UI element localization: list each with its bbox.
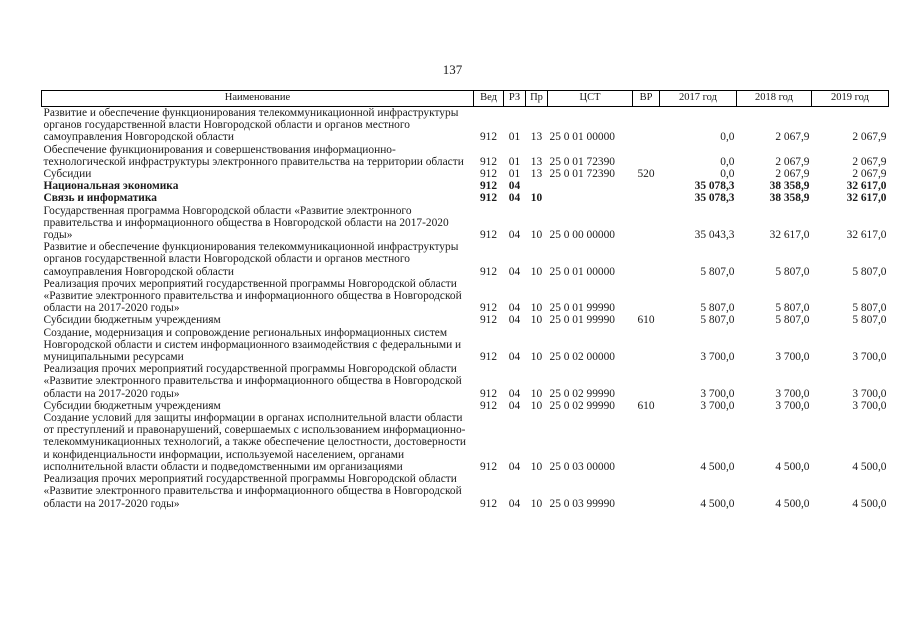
row-2018: 32 617,0 — [769, 229, 810, 242]
row-2019: 5 807,0 — [852, 265, 887, 278]
row-rz: 01 — [508, 168, 521, 181]
row-2017: 0,0 — [720, 131, 735, 144]
row-rz: 01 — [508, 155, 521, 168]
table-row — [42, 205, 889, 242]
row-pr: 13 — [530, 168, 543, 181]
row-ved: 912 — [479, 192, 498, 205]
row-2017: 5 807,0 — [700, 302, 735, 315]
header-name: Наименование — [42, 91, 474, 107]
row-2017: 4 500,0 — [700, 497, 735, 510]
row-2019: 32 617,0 — [846, 229, 887, 242]
table-row — [42, 168, 889, 180]
row-cst: 25 0 01 00000 — [549, 265, 615, 278]
row-vr: 520 — [637, 168, 655, 181]
row-ved: 912 — [479, 314, 498, 327]
row-2019: 5 807,0 — [852, 314, 887, 327]
row-2019: 32 617,0 — [846, 192, 887, 205]
row-pr: 10 — [530, 460, 543, 473]
row-2019: 32 617,0 — [846, 180, 887, 193]
row-2017: 35 078,3 — [694, 180, 735, 193]
header-rz: РЗ — [504, 91, 526, 107]
row-name: Реализация прочих мероприятий государственной программы Новгородской области «Развитие электронного правительства и информационного общества в Новгородской области на 2017-2020 годы» — [43, 363, 462, 400]
row-ved: 912 — [479, 155, 498, 168]
row-name: Реализация прочих мероприятий государственной программы Новгородской области «Развитие электронного правительства и информационного общества в Новгородской области на 2017-2020 годы» — [43, 473, 462, 510]
row-pr: 10 — [530, 351, 543, 364]
row-name: Субсидии — [43, 168, 92, 181]
row-vr — [633, 205, 660, 242]
row-rz: 04 — [508, 192, 521, 205]
header-vr: ВР — [633, 91, 660, 107]
row-pr — [526, 180, 548, 192]
row-rz: 04 — [508, 302, 521, 315]
row-2017: 0,0 — [720, 155, 735, 168]
row-cst: 25 0 01 00000 — [549, 131, 615, 144]
row-cst: 25 0 00 00000 — [549, 229, 615, 242]
row-ved: 912 — [479, 399, 498, 412]
row-ved: 912 — [479, 168, 498, 181]
row-2019: 3 700,0 — [852, 399, 887, 412]
row-vr — [633, 473, 660, 510]
row-name: Связь и информатика — [43, 192, 157, 205]
row-2017: 35 043,3 — [694, 229, 735, 242]
header-cst: ЦСТ — [548, 91, 633, 107]
row-2017: 5 807,0 — [700, 314, 735, 327]
row-2019: 2 067,9 — [852, 155, 887, 168]
row-2018: 5 807,0 — [775, 314, 810, 327]
row-2018: 2 067,9 — [775, 155, 810, 168]
row-pr: 13 — [530, 155, 543, 168]
row-2018: 3 700,0 — [775, 387, 810, 400]
row-vr — [633, 192, 660, 204]
row-pr: 13 — [530, 131, 543, 144]
row-2017: 3 700,0 — [700, 399, 735, 412]
row-pr: 10 — [530, 387, 543, 400]
row-2017: 35 078,3 — [694, 192, 735, 205]
row-2018: 5 807,0 — [775, 265, 810, 278]
row-cst: 25 0 02 99990 — [549, 387, 615, 400]
row-ved: 912 — [479, 265, 498, 278]
row-rz: 04 — [508, 387, 521, 400]
row-rz: 04 — [508, 314, 521, 327]
table-row — [42, 278, 889, 315]
row-vr — [633, 327, 660, 364]
row-name: Создание условий для защиты информации в органах исполнительной власти области от преступлений и правонарушений, совершаемых с использованием информационно-телекоммуникационных технологий, а также обеспечение целостности, достоверности и конфиденциальности информации, используемой населением, органами исполнительной власти области и подведомственными им организациями — [43, 412, 466, 473]
row-2017: 0,0 — [720, 168, 735, 181]
row-cst — [548, 180, 633, 192]
row-2019: 3 700,0 — [852, 387, 887, 400]
row-rz: 04 — [508, 229, 521, 242]
row-2017: 3 700,0 — [700, 351, 735, 364]
row-2018: 4 500,0 — [775, 460, 810, 473]
row-vr: 610 — [637, 314, 655, 327]
row-ved: 912 — [479, 229, 498, 242]
table-row — [42, 241, 889, 278]
row-cst: 25 0 01 72390 — [549, 155, 615, 168]
row-2017: 5 807,0 — [700, 265, 735, 278]
row-2018: 2 067,9 — [775, 131, 810, 144]
row-ved: 912 — [479, 351, 498, 364]
table-row — [42, 144, 889, 168]
row-pr: 10 — [530, 399, 543, 412]
row-name: Развитие и обеспечение функционирования телекоммуникационной инфраструктуры органов государственной власти Новгородской области и органов местного самоуправления Новгородской области — [43, 107, 459, 144]
row-2019: 2 067,9 — [852, 168, 887, 181]
header-ved: Вед — [474, 91, 504, 107]
row-2018: 2 067,9 — [775, 168, 810, 181]
row-name: Создание, модернизация и сопровождение региональных информационных систем Новгородской области и систем информационного взаимодействия с федеральными и муниципальными ресурсами — [43, 326, 462, 364]
row-pr: 10 — [530, 265, 543, 278]
row-rz: 04 — [508, 180, 521, 193]
row-rz: 04 — [508, 460, 521, 473]
row-cst: 25 0 01 72390 — [549, 168, 615, 181]
row-name: Субсидии бюджетным учреждениям — [43, 399, 221, 412]
row-2018: 3 700,0 — [775, 399, 810, 412]
table-row — [42, 412, 889, 473]
table-row — [42, 400, 889, 412]
row-2017: 4 500,0 — [700, 460, 735, 473]
header-year-2017: 2017 год — [660, 91, 737, 107]
row-pr: 10 — [530, 192, 543, 205]
row-2018: 38 358,9 — [769, 180, 810, 193]
row-vr — [633, 278, 660, 315]
budget-table — [41, 90, 889, 510]
table-row — [42, 363, 889, 400]
row-cst — [548, 192, 633, 204]
header-year-2018: 2018 год — [737, 91, 812, 107]
row-vr — [633, 412, 660, 473]
row-2019: 5 807,0 — [852, 302, 887, 315]
row-ved: 912 — [479, 387, 498, 400]
row-cst: 25 0 01 99990 — [549, 302, 615, 315]
row-pr: 10 — [530, 314, 543, 327]
row-2018: 38 358,9 — [769, 192, 810, 205]
row-2017: 3 700,0 — [700, 387, 735, 400]
row-2019: 4 500,0 — [852, 460, 887, 473]
row-rz: 01 — [508, 131, 521, 144]
row-ved: 912 — [479, 180, 498, 193]
table-row — [42, 327, 889, 364]
row-2019: 4 500,0 — [852, 497, 887, 510]
row-2018: 5 807,0 — [775, 302, 810, 315]
row-cst: 25 0 03 99990 — [549, 497, 615, 510]
row-ved: 912 — [479, 302, 498, 315]
row-ved: 912 — [479, 497, 498, 510]
row-vr — [633, 363, 660, 400]
row-cst: 25 0 03 00000 — [549, 460, 615, 473]
row-name: Развитие и обеспечение функционирования телекоммуникационной инфраструктуры органов государственной власти Новгородской области и органов местного самоуправления Новгородской области — [43, 241, 459, 278]
table-row — [42, 180, 889, 192]
row-cst: 25 0 02 99990 — [549, 399, 615, 412]
row-rz: 04 — [508, 265, 521, 278]
row-rz: 04 — [508, 351, 521, 364]
table-body — [42, 107, 889, 510]
row-name: Реализация прочих мероприятий государственной программы Новгородской области «Развитие электронного правительства и информационного общества в Новгородской области на 2017-2020 годы» — [43, 277, 462, 315]
table-header-row — [42, 91, 889, 107]
row-2018: 3 700,0 — [775, 351, 810, 364]
row-2019: 2 067,9 — [852, 131, 887, 144]
table-row — [42, 107, 889, 144]
row-cst: 25 0 01 99990 — [549, 314, 615, 327]
header-year-2019: 2019 год — [812, 91, 889, 107]
row-cst: 25 0 02 00000 — [549, 351, 615, 364]
row-2018: 4 500,0 — [775, 497, 810, 510]
header-pr: Пр — [526, 91, 548, 107]
table-row — [42, 473, 889, 510]
row-name: Государственная программа Новгородской области «Развитие электронного правительства и информационного общества в Новгородской области на 2017-2020 годы» — [43, 204, 449, 242]
row-vr — [633, 241, 660, 278]
row-2019: 3 700,0 — [852, 351, 887, 364]
table-row — [42, 314, 889, 326]
row-pr: 10 — [530, 302, 543, 315]
row-name: Национальная экономика — [43, 180, 179, 193]
row-vr: 610 — [637, 399, 655, 412]
row-vr — [633, 180, 660, 192]
row-ved: 912 — [479, 131, 498, 144]
row-name: Обеспечение функционирования и совершенствования информационно- технологической инфраструктуры электронного правительства на территории области — [43, 143, 464, 168]
row-rz: 04 — [508, 399, 521, 412]
row-name: Субсидии бюджетным учреждениям — [43, 314, 221, 327]
row-pr: 10 — [530, 229, 543, 242]
row-vr — [633, 144, 660, 168]
page-number: 137 — [442, 62, 463, 77]
row-rz: 04 — [508, 497, 521, 510]
row-vr — [633, 107, 660, 144]
row-ved: 912 — [479, 460, 498, 473]
table-row — [42, 192, 889, 204]
row-pr: 10 — [530, 497, 543, 510]
